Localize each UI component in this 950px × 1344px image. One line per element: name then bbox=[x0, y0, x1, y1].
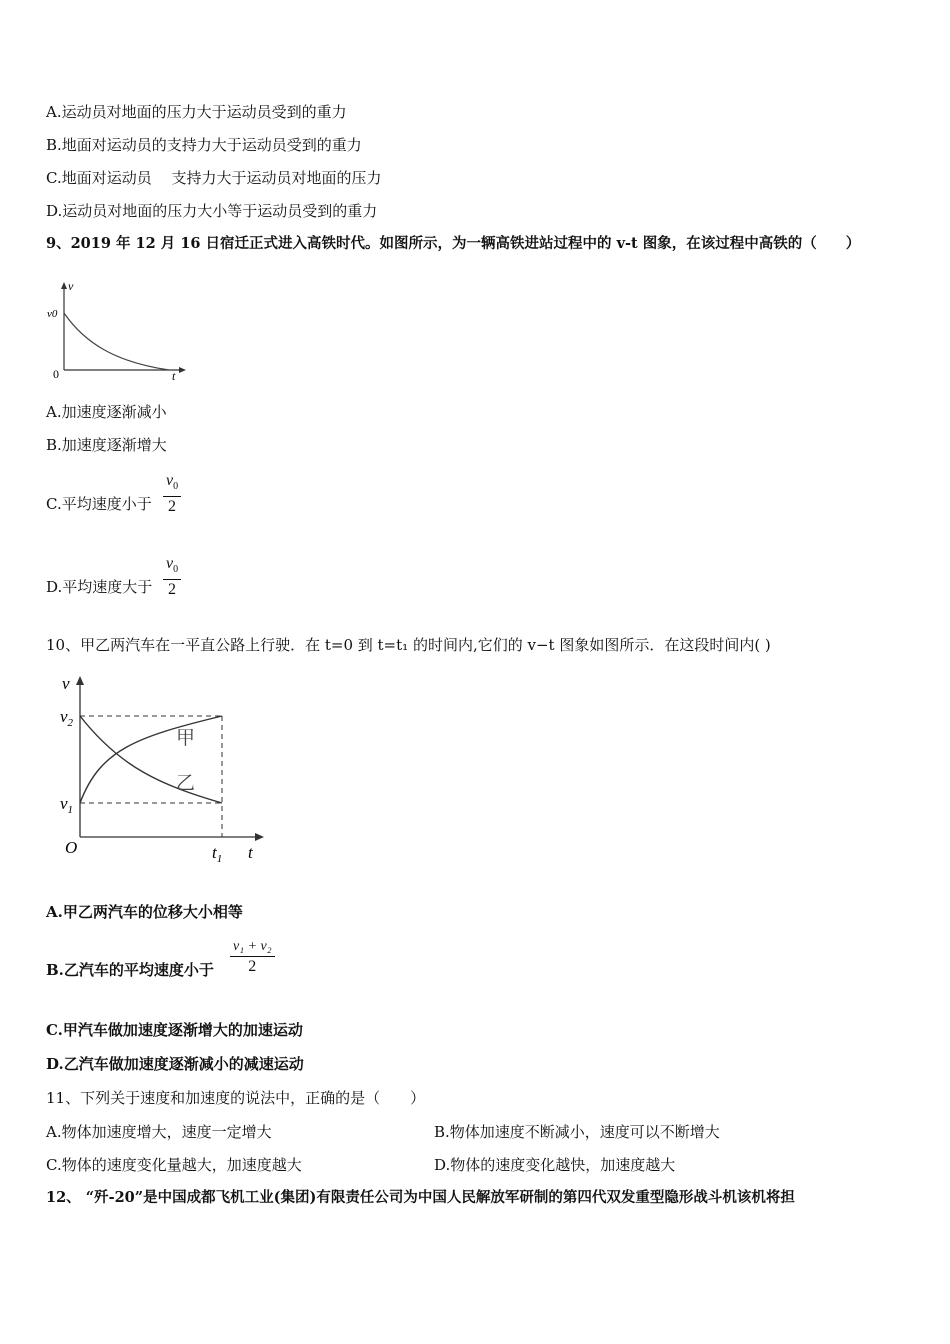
q9-v0-label: v0 bbox=[47, 308, 58, 320]
q10-vt-graph bbox=[60, 672, 270, 867]
q10-jia-label: 甲 bbox=[176, 727, 196, 749]
q10-v1-label: $v_1$ bbox=[60, 794, 74, 816]
q10-b-fraction: $\frac{\text{v₁ + v₂}}{2}$ bbox=[230, 938, 275, 977]
q9-x-axis-label: t bbox=[172, 369, 176, 383]
q10-stem: 10、甲乙两汽车在一平直公路上行驶．在 t=0 到 t=t₁ 的时间内,它们的 v−t 图象如图所示．在这段时间内( ) bbox=[46, 636, 771, 654]
q9-option-c: C.平均速度小于 bbox=[46, 495, 152, 513]
q9-option-a: A.加速度逐渐减小 bbox=[46, 403, 167, 421]
q9-c-fraction: $\frac{v_0}{2}$ bbox=[163, 472, 181, 517]
q10-y-axis-label: v bbox=[62, 674, 70, 693]
q11-option-c: C.物体的速度变化量越大，加速度越大 bbox=[46, 1156, 302, 1174]
q8-option-b: B.地面对运动员的支持力大于运动员受到的重力 bbox=[46, 136, 362, 154]
q9-d-fraction: $\frac{v_0}{2}$ bbox=[163, 555, 181, 600]
q10-option-d: D.乙汽车做加速度逐渐减小的减速运动 bbox=[46, 1055, 304, 1073]
q10-t1-label: $t_1$ bbox=[212, 843, 223, 865]
q12-stem: 12、 “歼-20”是中国成都飞机工业(集团)有限责任公司为中国人民解放军研制的第四代双发重型隐形战斗机该机将担 bbox=[46, 1189, 795, 1206]
q10-v2-label: $v_2$ bbox=[60, 707, 74, 729]
q11-stem: 11、下列关于速度和加速度的说法中，正确的是（ ） bbox=[46, 1089, 426, 1107]
q9-y-axis-label: v bbox=[68, 280, 74, 293]
q10-x-axis-label: t bbox=[248, 843, 253, 862]
q10-option-a: A.甲乙两汽车的位移大小相等 bbox=[46, 903, 243, 921]
q9-origin-label: 0 bbox=[53, 367, 59, 381]
q9-option-b: B.加速度逐渐增大 bbox=[46, 436, 167, 454]
q9-stem: 9、2019 年 12 月 16 日宿迁正式进入高铁时代。如图所示，为一辆高铁进站过程中的 v-t 图象，在该过程中高铁的（ ） bbox=[46, 235, 861, 252]
q11-option-b: B.物体加速度不断减小，速度可以不断增大 bbox=[434, 1123, 720, 1141]
q10-curve-jia bbox=[80, 716, 222, 803]
q10-origin-label: O bbox=[65, 838, 78, 857]
q10-option-c: C.甲汽车做加速度逐渐增大的加速运动 bbox=[46, 1021, 303, 1039]
q10-yi-label: 乙 bbox=[176, 772, 196, 794]
q8-option-d: D.运动员对地面的压力大小等于运动员受到的重力 bbox=[46, 202, 378, 220]
q8-option-a: A.运动员对地面的压力大于运动员受到的重力 bbox=[46, 103, 347, 121]
q10-curve-yi bbox=[80, 716, 222, 803]
q11-option-a: A.物体加速度增大，速度一定增大 bbox=[46, 1123, 272, 1141]
q11-option-d: D.物体的速度变化越快，加速度越大 bbox=[434, 1156, 676, 1174]
q10-option-b: B.乙汽车的平均速度小于 bbox=[46, 961, 214, 979]
q9-option-d: D.平均速度大于 bbox=[46, 578, 153, 596]
q9-vt-graph bbox=[44, 280, 194, 385]
q8-option-c: C.地面对运动员 支持力大于运动员对地面的压力 bbox=[46, 169, 382, 187]
